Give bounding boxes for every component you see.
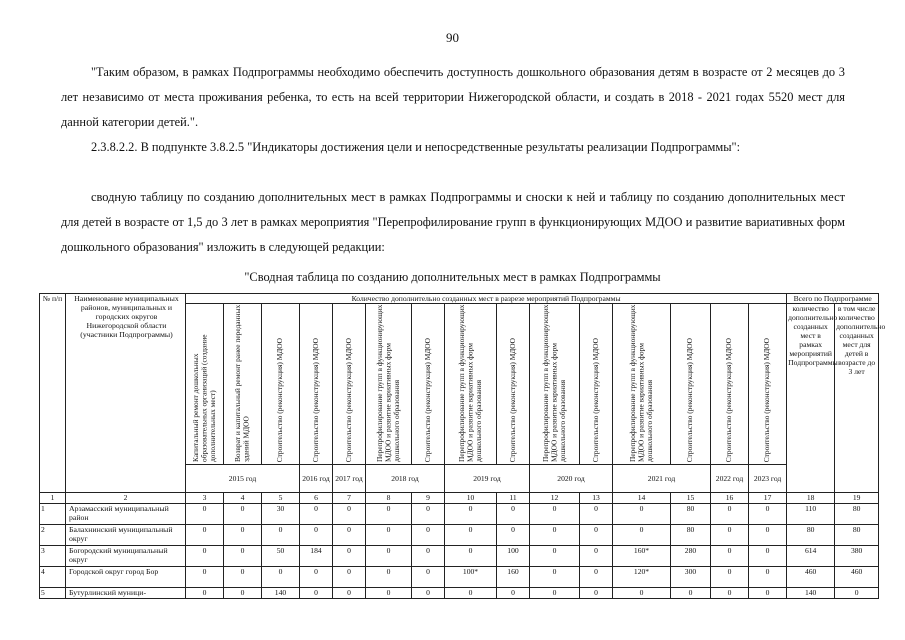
municipality-name: Бутурлинский муници- [66,588,186,599]
value-cell: 0 [671,588,711,599]
value-cell: 50 [262,546,300,567]
column-number: 7 [333,493,366,504]
year-label: 2016 год [300,465,333,493]
value-cell: 0 [300,525,333,546]
year-label: 2019 год [445,465,530,493]
value-cell: 0 [711,588,749,599]
value-cell: 100* [445,567,497,588]
header-total-under3: в том числе количество дополнительно созданных мест для детей в возрасте до 3 лет [835,304,879,493]
value-cell: 0 [412,588,445,599]
value-cell: 0 [749,567,787,588]
header-measure: Перепрофилирование групп в функционирующих МДОО и развитие вариативных форм дошкольного образования [613,304,671,465]
value-cell: 0 [749,588,787,599]
page-number: 90 [446,30,459,45]
column-number: 5 [262,493,300,504]
column-number: 2 [66,493,186,504]
summary-table [39,293,886,599]
header-measure: Строительство (реконструкция) МДОО [711,304,749,465]
value-cell: 160 [497,567,530,588]
value-cell: 0 [530,504,580,525]
header-measure: Строительство (реконструкция) МДОО [262,304,300,465]
row-number: 4 [40,567,66,588]
value-cell: 0 [366,567,412,588]
header-measure: Строительство (реконструкция) МДОО [300,304,333,465]
column-number: 12 [530,493,580,504]
table-title: "Сводная таблица по созданию дополнительных мест в рамках Подпрограммы [244,270,661,284]
year-label: 2023 год [749,465,787,493]
header-measure: Капитальный ремонт дошкольных образовательных организаций (создание дополнительных мест) [186,304,224,465]
table-row [40,546,879,567]
column-number: 16 [711,493,749,504]
column-number: 15 [671,493,711,504]
row-number: 3 [40,546,66,567]
column-number: 13 [580,493,613,504]
value-cell: 110 [787,504,835,525]
value-cell: 0 [300,588,333,599]
value-cell: 0 [445,546,497,567]
municipality-name: Городской округ город Бор [66,567,186,588]
value-cell: 460 [787,567,835,588]
year-label: 2022 год [711,465,749,493]
value-cell: 0 [412,546,445,567]
header-num: № п/п [40,294,66,493]
column-number: 17 [749,493,787,504]
column-number: 11 [497,493,530,504]
column-number-row [40,493,879,504]
paragraph-quote-conclusion: "Таким образом, в рамках Подпрограммы необходимо обеспечить доступность дошкольного образования детям в возрасте от 2 месяцев до 3 лет независимо от места проживания ребенка, то есть на всей территории Нижегородской области, и создать в 2018 - 2021 годах 5520 мест для данной категории детей.". [61,65,845,129]
header-measure: Строительство (реконструкция) МДОО [333,304,366,465]
year-label: 2018 год [366,465,445,493]
value-cell: 0 [749,546,787,567]
value-cell: 0 [613,588,671,599]
value-cell: 0 [497,525,530,546]
value-cell: 0 [186,525,224,546]
value-cell: 140 [787,588,835,599]
value-cell: 0 [835,588,879,599]
column-number: 10 [445,493,497,504]
value-cell: 280 [671,546,711,567]
value-cell: 0 [262,525,300,546]
column-number: 3 [186,493,224,504]
value-cell: 380 [835,546,879,567]
year-label: 2021 год [613,465,711,493]
value-cell: 0 [445,504,497,525]
value-cell: 0 [224,567,262,588]
value-cell: 0 [445,588,497,599]
municipality-name: Богородский муниципальный округ [66,546,186,567]
value-cell: 0 [445,525,497,546]
value-cell: 614 [787,546,835,567]
header-quantity: Количество дополнительно созданных мест в разрезе мероприятий Подпрограммы [186,294,787,304]
row-number: 2 [40,525,66,546]
value-cell: 0 [300,504,333,525]
value-cell: 184 [300,546,333,567]
header-measure: Перепрофилирование групп в функционирующих МДОО и развитие вариативных форм дошкольного образования [530,304,580,465]
value-cell: 0 [412,567,445,588]
value-cell: 0 [530,546,580,567]
paragraph-instruction: сводную таблицу по созданию дополнительных мест в рамках Подпрограммы и сноски к ней и таблицу по созданию дополнительных мест для детей в возрасте от 1,5 до 3 лет в рамках мероприятия "Перепрофилирование групп в функционирующих МДОО и развитие вариативных форм дошкольного образования" изложить в следующей редакции: [61,190,845,254]
row-number: 1 [40,504,66,525]
column-number: 6 [300,493,333,504]
column-number: 19 [835,493,879,504]
header-name: Наименование муниципальных районов, муниципальных и городских округов Нижегородской области (участники Подпрограммы) [66,294,186,493]
municipality-name: Балахнинский муниципальный округ [66,525,186,546]
value-cell: 0 [711,567,749,588]
value-cell: 0 [186,504,224,525]
header-measure: Строительство (реконструкция) МДОО [412,304,445,465]
value-cell: 100 [497,546,530,567]
value-cell: 80 [835,525,879,546]
value-cell: 0 [749,504,787,525]
paragraph-subpoint: 2.3.8.2.2. В подпункте 3.8.2.5 "Индикаторы достижения цели и непосредственные результаты реализации Подпрограммы": [91,140,741,154]
value-cell: 0 [224,546,262,567]
value-cell: 0 [412,504,445,525]
value-cell: 0 [613,504,671,525]
value-cell: 80 [671,525,711,546]
header-row-top [40,294,879,304]
value-cell: 0 [186,546,224,567]
value-cell: 0 [613,525,671,546]
column-number: 8 [366,493,412,504]
value-cell: 0 [580,546,613,567]
value-cell: 160* [613,546,671,567]
column-number: 9 [412,493,445,504]
value-cell: 80 [835,504,879,525]
header-total: Всего по Подпрограмме [787,294,879,304]
table-body [40,493,879,599]
column-number: 4 [224,493,262,504]
value-cell: 0 [333,546,366,567]
column-number: 1 [40,493,66,504]
value-cell: 30 [262,504,300,525]
value-cell: 0 [412,525,445,546]
year-label: 2015 год [186,465,300,493]
header-measure: Строительство (реконструкция) МДОО [497,304,530,465]
value-cell: 0 [580,567,613,588]
column-number: 14 [613,493,671,504]
value-cell: 300 [671,567,711,588]
value-cell: 0 [333,525,366,546]
header-measure: Строительство (реконструкция) МДОО [749,304,787,465]
header-total-places: количество дополнительно созданных мест в рамках мероприятий Подпрограммы [787,304,835,493]
value-cell: 0 [749,525,787,546]
value-cell: 0 [333,504,366,525]
value-cell: 0 [530,588,580,599]
value-cell: 0 [580,525,613,546]
row-number: 5 [40,588,66,599]
value-cell: 0 [224,525,262,546]
value-cell: 80 [671,504,711,525]
value-cell: 0 [366,525,412,546]
year-label: 2020 год [530,465,613,493]
header-measure: Строительство (реконструкция) МДОО [580,304,613,465]
value-cell: 0 [497,588,530,599]
table-row [40,588,879,599]
header-measure: Перепрофилирование групп в функционирующих МДОО и развитие вариативных форм дошкольного образования [366,304,412,465]
value-cell: 0 [224,588,262,599]
header-measure: Строительство (реконструкция) МДОО [671,304,711,465]
value-cell: 0 [333,567,366,588]
value-cell: 0 [711,546,749,567]
table-row [40,567,879,588]
value-cell: 0 [224,504,262,525]
value-cell: 0 [366,546,412,567]
table-row [40,525,879,546]
value-cell: 0 [300,567,333,588]
value-cell: 460 [835,567,879,588]
year-label: 2017 год [333,465,366,493]
value-cell: 0 [366,504,412,525]
header-measure: Перепрофилирование групп в функционирующих МДОО и развитие вариативных форм дошкольного образования [445,304,497,465]
value-cell: 0 [711,525,749,546]
value-cell: 120* [613,567,671,588]
value-cell: 80 [787,525,835,546]
value-cell: 0 [711,504,749,525]
header-measure: Возврат и капитальный ремонт ранее переданных зданий МДОО [224,304,262,465]
value-cell: 0 [580,504,613,525]
column-number: 18 [787,493,835,504]
value-cell: 0 [497,504,530,525]
value-cell: 0 [333,588,366,599]
value-cell: 0 [530,567,580,588]
value-cell: 0 [530,525,580,546]
table-row [40,504,879,525]
value-cell: 0 [366,588,412,599]
value-cell: 0 [186,588,224,599]
municipality-name: Арзамасский муниципальный район [66,504,186,525]
value-cell: 0 [580,588,613,599]
value-cell: 0 [186,567,224,588]
value-cell: 140 [262,588,300,599]
value-cell: 0 [262,567,300,588]
